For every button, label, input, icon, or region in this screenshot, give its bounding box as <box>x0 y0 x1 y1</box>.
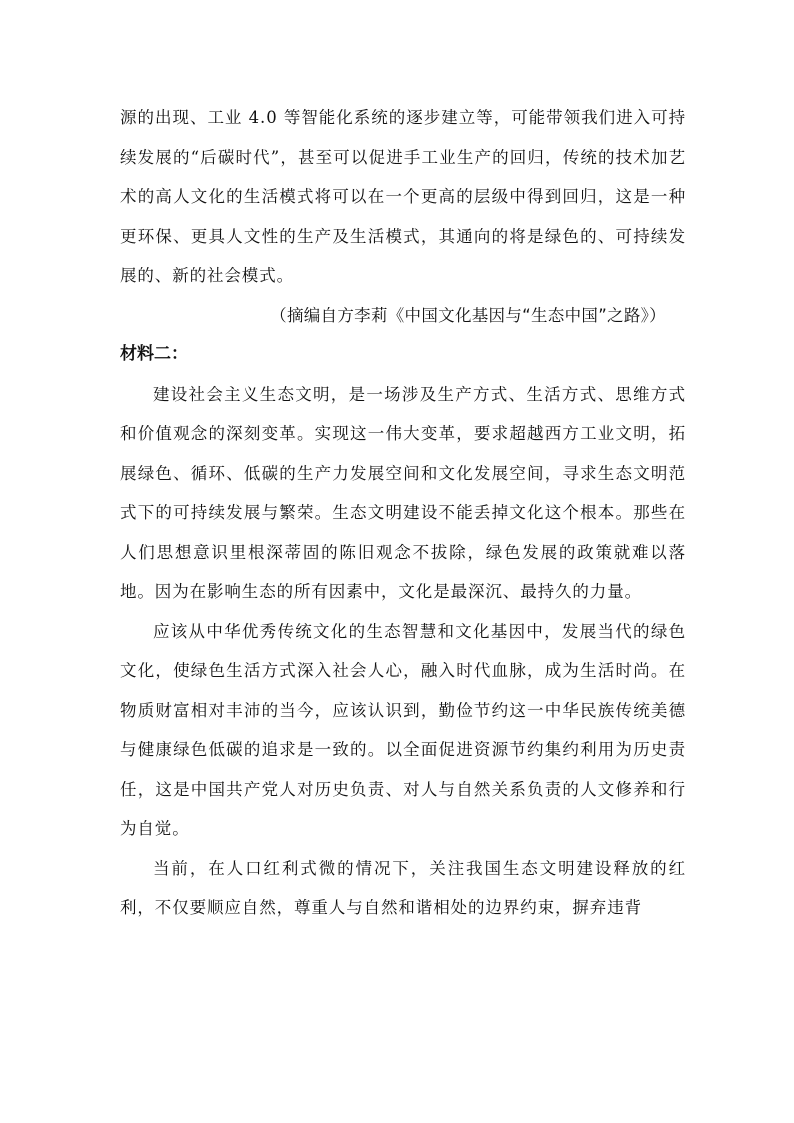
material-one-source: （摘编自方李莉《中国文化基因与“生态中国”之路》） <box>270 305 666 325</box>
material-two-heading: 材料二： <box>120 344 188 364</box>
material-two-paragraph-3: 当前，在人口红利式微的情况下，关注我国生态文明建设释放的红利，不仅要顺应自然，尊重人与自然和谐相处的边界约束，摒弃违背 <box>120 858 686 917</box>
material-two-paragraph-1: 建设社会主义生态文明，是一场涉及生产方式、生活方式、思维方式和价值观念的深刻变革。实现这一伟大变革，要求超越西方工业文明，拓展绿色、循环、低碳的生产力发展空间和文化发展空间，寻求生态文明范式下的可持续发展与繁荣。生态文明建设不能丢掉文化这个根本。那些在人们思想意识里根深蒂固的陈旧观念不拔除，绿色发展的政策就难以落地。因为在影响生态的所有因素中，文化是最深沉、最持久的力量。 <box>120 384 686 601</box>
material-two-paragraph-2: 应该从中华优秀传统文化的生态智慧和文化基因中，发展当代的绿色文化，使绿色生活方式深入社会人心，融入时代血脉，成为生活时尚。在物质财富相对丰沛的当今，应该认识到，勤俭节约这一中华民族传统美德与健康绿色低碳的追求是一致的。以全面促进资源节约集约利用为历史责任，这是中国共产党人对历史负责、对人与自然关系负责的人文修养和行为自觉。 <box>120 621 686 838</box>
material-one-continued-paragraph: 源的出现、工业 4.0 等智能化系统的逐步建立等，可能带领我们进入可持续发展的“后碳时代”，甚至可以促进手工业生产的回归，传统的技术加艺术的高人文化的生活模式将可以在一个更高的层级中得到回归，这是一种更环保、更具人文性的生产及生活模式，其通向的将是绿色的、可持续发展的、新的社会模式。 <box>120 108 686 285</box>
document-page <box>120 98 686 928</box>
